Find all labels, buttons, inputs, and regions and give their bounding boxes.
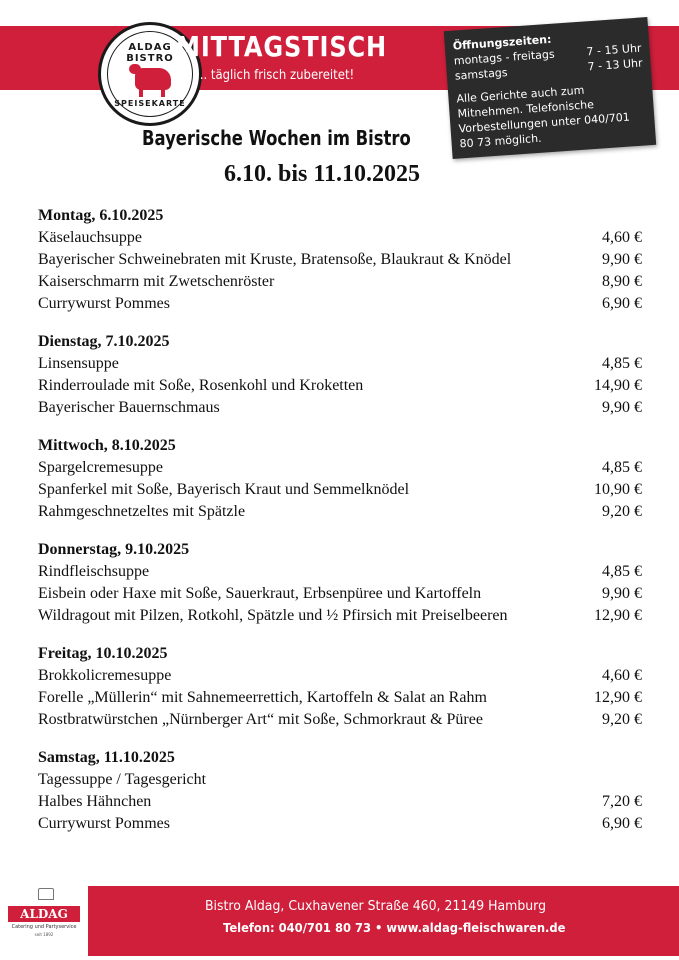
dish-row bbox=[38, 813, 642, 835]
aldag-logo-text: ALDAG bbox=[8, 906, 80, 922]
day-block bbox=[38, 205, 642, 315]
dish-name: Rindfleischsuppe bbox=[38, 563, 150, 580]
footer-band bbox=[0, 886, 679, 956]
dish-row bbox=[38, 457, 642, 479]
dish-price: 9,20 € bbox=[602, 711, 642, 728]
week-headline: Bayerische Wochen im Bistro bbox=[142, 126, 411, 150]
dish-name: Wildragout mit Pilzen, Rotkohl, Spätzle und ½ Pfirsich mit Preiselbeeren bbox=[38, 607, 508, 624]
dish-name: Rostbratwürstchen „Nürnberger Art“ mit Soße, Schmorkraut & Püree bbox=[38, 711, 483, 728]
dish-row bbox=[38, 293, 642, 315]
dish-row bbox=[38, 709, 642, 731]
hours-note: Alle Gerichte auch zum Mitnehmen. Telefonische Vorbestellungen unter 040/701 80 73 möglich. bbox=[456, 83, 631, 151]
dish-name: Spanferkel mit Soße, Bayerisch Kraut und Semmelknödel bbox=[38, 481, 410, 498]
dish-row bbox=[38, 791, 642, 813]
hours-days: samstags bbox=[454, 65, 508, 83]
hours-heading: Öffnungszeiten: bbox=[452, 32, 552, 53]
dish-row bbox=[38, 227, 642, 249]
bull-icon bbox=[135, 68, 171, 90]
dish-price: 12,90 € bbox=[594, 607, 642, 624]
dish-price: 4,60 € bbox=[602, 229, 642, 246]
dish-name: Currywurst Pommes bbox=[38, 295, 170, 312]
dish-row bbox=[38, 479, 642, 501]
dish-price: 10,90 € bbox=[594, 481, 642, 498]
dish-name: Käselauchsuppe bbox=[38, 229, 142, 246]
dish-row bbox=[38, 769, 642, 791]
dish-name: Currywurst Pommes bbox=[38, 815, 170, 832]
day-block bbox=[38, 331, 642, 419]
dish-name: Bayerischer Bauernschmaus bbox=[38, 399, 220, 416]
day-title: Donnerstag, 9.10.2025 bbox=[38, 541, 190, 558]
aldag-logo-since: seit 1892 bbox=[34, 932, 54, 937]
dish-row bbox=[38, 665, 642, 687]
dish-name: Bayerischer Schweinebraten mit Kruste, Bratensoße, Blaukraut & Knödel bbox=[38, 251, 512, 268]
dish-price: 6,90 € bbox=[602, 295, 642, 312]
dish-price: 14,90 € bbox=[594, 377, 642, 394]
day-title: Freitag, 10.10.2025 bbox=[38, 645, 168, 662]
day-block bbox=[38, 539, 642, 627]
dish-name: Linsensuppe bbox=[38, 355, 119, 372]
dish-row bbox=[38, 583, 642, 605]
day-block bbox=[38, 747, 642, 835]
hours-time: 7 - 13 Uhr bbox=[587, 56, 643, 74]
aldag-logo bbox=[0, 886, 88, 956]
logo-top-text: ALDAG BISTRO bbox=[126, 42, 174, 64]
dish-price: 9,90 € bbox=[602, 399, 642, 416]
dish-price: 12,90 € bbox=[594, 689, 642, 706]
logo-bottom-text: SPEISEKARTE bbox=[114, 99, 186, 108]
dish-row bbox=[38, 271, 642, 293]
dish-name: Halbes Hähnchen bbox=[38, 793, 152, 810]
hours-time: 7 - 15 Uhr bbox=[586, 41, 642, 59]
dish-price: 9,90 € bbox=[602, 251, 642, 268]
week-dates: 6.10. bis 11.10.2025 bbox=[224, 161, 421, 187]
dish-price: 7,20 € bbox=[602, 793, 642, 810]
dish-row bbox=[38, 605, 642, 627]
dish-price: 4,85 € bbox=[602, 355, 642, 372]
dish-row bbox=[38, 397, 642, 419]
aldag-logo-sub: Catering und Partyservice bbox=[11, 924, 77, 930]
opening-hours-board bbox=[444, 17, 656, 159]
dish-name: Kaiserschmarrn mit Zwetschenröster bbox=[38, 273, 275, 290]
dish-name: Spargelcremesuppe bbox=[38, 459, 163, 476]
dish-name: Brokkolicremesuppe bbox=[38, 667, 172, 684]
dish-row bbox=[38, 501, 642, 523]
day-title: Dienstag, 7.10.2025 bbox=[38, 333, 170, 350]
dish-row bbox=[38, 687, 642, 709]
day-title: Samstag, 11.10.2025 bbox=[38, 749, 175, 766]
dish-price: 4,85 € bbox=[602, 459, 642, 476]
dish-name: Rahmgeschnetzeltes mit Spätzle bbox=[38, 503, 246, 520]
day-block bbox=[38, 435, 642, 523]
dish-name: Forelle „Müllerin“ mit Sahnemeerrettich, Kartoffeln & Salat an Rahm bbox=[38, 689, 487, 706]
dish-price: 6,90 € bbox=[602, 815, 642, 832]
hours-days: montags - freitags bbox=[453, 47, 555, 68]
day-title: Montag, 6.10.2025 bbox=[38, 207, 164, 224]
dish-row bbox=[38, 249, 642, 271]
footer-address: Bistro Aldag, Cuxhavener Straße 460, 21149 Hamburg bbox=[205, 899, 547, 914]
day-title: Mittwoch, 8.10.2025 bbox=[38, 437, 176, 454]
page-title: MITTAGSTISCH bbox=[176, 30, 388, 63]
footer-contact: Telefon: 040/701 80 73 • www.aldag-fleischwaren.de bbox=[223, 921, 566, 935]
page-subtitle: ... täglich frisch zubereitet! bbox=[196, 68, 355, 83]
dish-name: Eisbein oder Haxe mit Soße, Sauerkraut, Erbsenpüree und Kartoffeln bbox=[38, 585, 482, 602]
dish-row bbox=[38, 375, 642, 397]
crown-icon bbox=[38, 888, 54, 900]
dish-price: 9,20 € bbox=[602, 503, 642, 520]
dish-row bbox=[38, 353, 642, 375]
dish-price: 8,90 € bbox=[602, 273, 642, 290]
day-block bbox=[38, 643, 642, 731]
dish-price: 4,85 € bbox=[602, 563, 642, 580]
dish-price: 4,60 € bbox=[602, 667, 642, 684]
weekly-menu bbox=[38, 205, 642, 851]
dish-price: 9,90 € bbox=[602, 585, 642, 602]
dish-row bbox=[38, 561, 642, 583]
dish-name: Tagessuppe / Tagesgericht bbox=[38, 771, 207, 788]
dish-name: Rinderroulade mit Soße, Rosenkohl und Kroketten bbox=[38, 377, 364, 394]
